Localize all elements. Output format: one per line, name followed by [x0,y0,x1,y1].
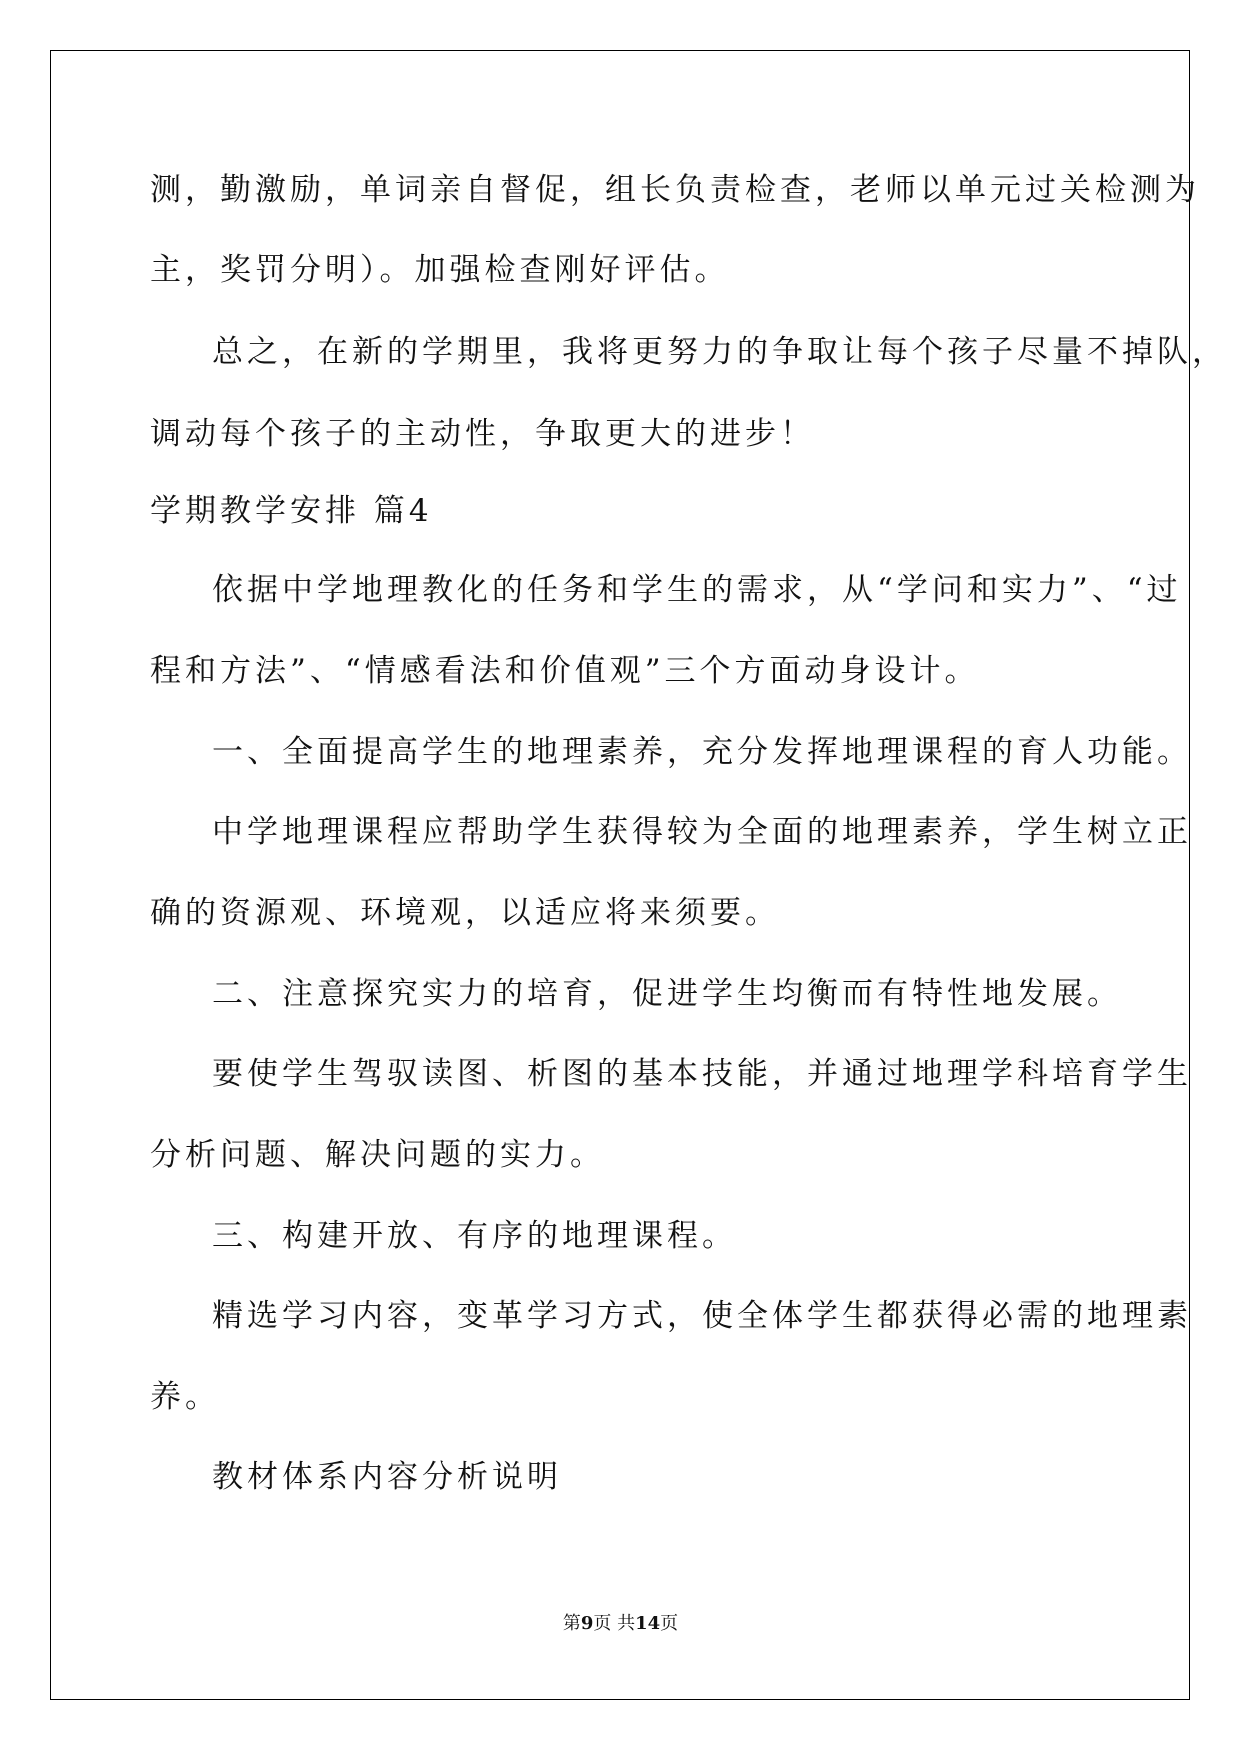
paragraph-line: 确的资源观、环境观，以适应将来须要。 [150,895,780,931]
page-border [50,50,1190,1700]
paragraph-line: 三、构建开放、有序的地理课程。 [212,1218,737,1254]
paragraph-line: 总之，在新的学期里，我将更努力的争取让每个孩子尽量不掉队， [212,334,1227,370]
paragraph-line: 程和方法”、“情感看法和价值观”三个方面动身设计。 [150,653,980,689]
footer-total-pages: 14 [635,1613,661,1634]
paragraph-line: 教材体系内容分析说明 [212,1459,562,1495]
paragraph-line: 中学地理课程应帮助学生获得较为全面的地理素养，学生树立正 [212,814,1192,850]
paragraph-line: 精选学习内容，变革学习方式，使全体学生都获得必需的地理素 [212,1298,1192,1334]
paragraph-line: 要使学生驾驭读图、析图的基本技能，并通过地理学科培育学生 [212,1056,1192,1092]
paragraph-line: 一、全面提高学生的地理素养，充分发挥地理课程的育人功能。 [212,734,1192,770]
section-heading: 学期教学安排 篇4 [150,493,433,529]
footer-suffix: 页 [660,1613,679,1634]
paragraph-line: 调动每个孩子的主动性，争取更大的进步！ [150,416,815,452]
footer-prefix: 第 [562,1613,581,1634]
footer-mid: 页 共 [593,1613,636,1634]
page-footer [0,1609,1241,1635]
paragraph-line: 主，奖罚分明）。加强检查刚好评估。 [150,252,730,288]
paragraph-line: 二、注意探究实力的培育，促进学生均衡而有特性地发展。 [212,976,1122,1012]
paragraph-line: 养。 [150,1379,220,1415]
paragraph-line: 依据中学地理教化的任务和学生的需求，从“学问和实力”、“过 [212,572,1182,608]
paragraph-line: 分析问题、解决问题的实力。 [150,1137,605,1173]
footer-page-number: 9 [580,1613,594,1634]
paragraph-line: 测，勤激励，单词亲自督促，组长负责检查，老师以单元过关检测为 [150,172,1200,208]
